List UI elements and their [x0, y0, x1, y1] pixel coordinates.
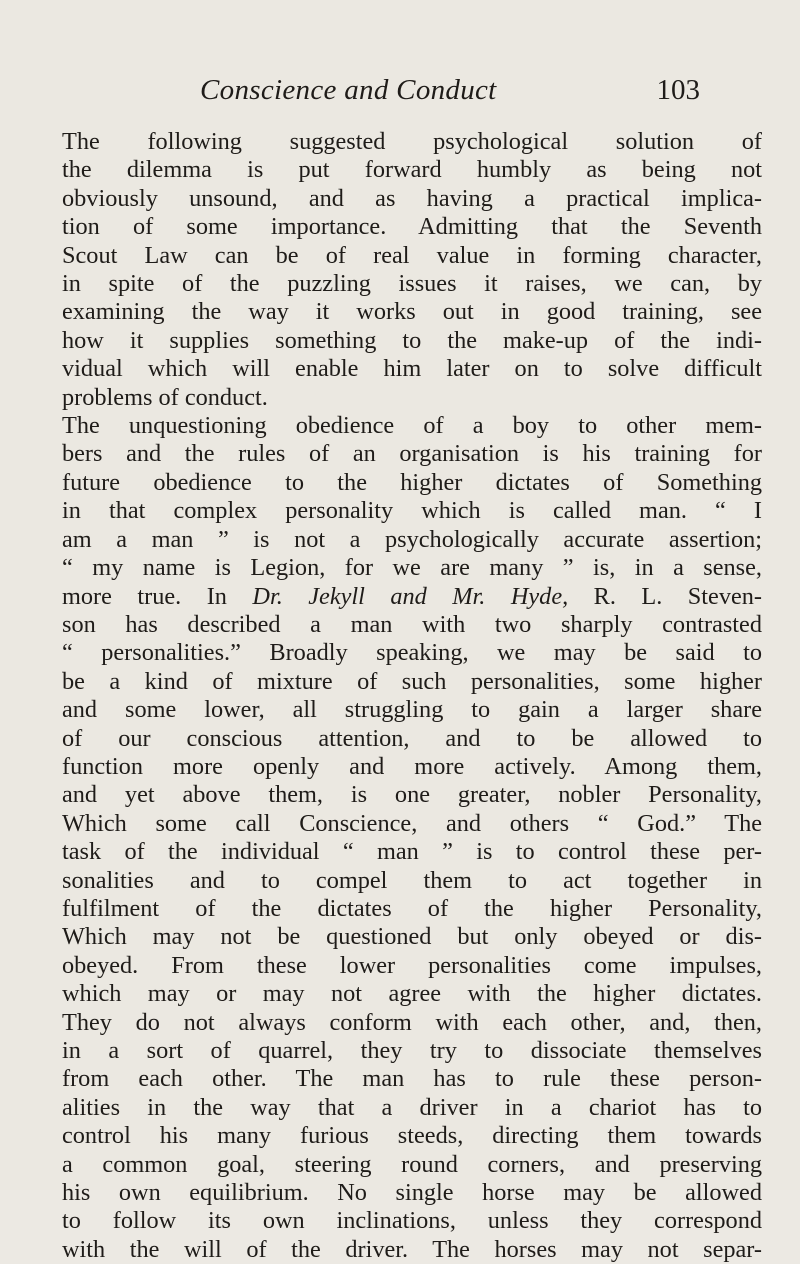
body-line-32: They do not always conform with each other, and, then,: [62, 1008, 762, 1036]
body-line-40: with the will of the driver. The horses may not separ-: [62, 1235, 762, 1263]
body-line-14: in that complex personality which is called man. “ I: [62, 497, 762, 525]
body-line-24: and yet above them, is one greater, nobler Personality,: [62, 781, 762, 809]
body-line-6: in spite of the puzzling issues it raises, we can, by: [62, 270, 762, 298]
body-line-33: in a sort of quarrel, they try to dissociate themselves: [62, 1037, 762, 1064]
body-line-2: the dilemma is put forward humbly as being not: [62, 156, 762, 184]
body-line-23: function more openly and more actively. Among them,: [62, 752, 762, 780]
book-title-reference: Dr. Jekyll and Mr. Hyde,: [252, 582, 569, 610]
body-line-19: “ personalities.” Broadly speaking, we may be said to: [62, 639, 762, 667]
body-line-26: task of the individual “ man ” is to control these per-: [62, 838, 762, 866]
body-line-28: fulfilment of the dictates of the higher Personality,: [62, 894, 762, 922]
body-line-39: to follow its own inclinations, unless they correspond: [62, 1207, 762, 1235]
body-line-8: how it supplies something to the make-up of the indi-: [62, 326, 762, 354]
running-head: [200, 74, 700, 114]
body-line-34: from each other. The man has to rule these person-: [62, 1065, 762, 1093]
body-line-15: am a man ” is not a psychologically accurate assertion;: [62, 525, 762, 553]
body-line-22: of our conscious attention, and to be allowed to: [62, 724, 762, 752]
body-line-13: future obedience to the higher dictates of Something: [62, 468, 762, 496]
body-text: [62, 128, 762, 1264]
body-line-38: his own equilibrium. No single horse may be allowed: [62, 1179, 762, 1207]
body-line-31: which may or may not agree with the higher dictates.: [62, 980, 762, 1008]
body-line-37: a common goal, steering round corners, and preserving: [62, 1150, 762, 1178]
body-line-21: and some lower, all struggling to gain a larger share: [62, 696, 762, 724]
body-line-17: [62, 583, 762, 611]
body-line-27: sonalities and to compel them to act together in: [62, 866, 762, 894]
body-line-25: Which some call Conscience, and others “ God.” The: [62, 809, 762, 837]
body-line-30: obeyed. From these lower personalities come impulses,: [62, 951, 762, 979]
body-line-9: vidual which will enable him later on to solve difficult: [62, 355, 762, 383]
body-line-5: Scout Law can be of real value in forming character,: [62, 241, 762, 269]
body-line-16: “ my name is Legion, for we are many ” is, in a sense,: [62, 554, 762, 582]
body-line-36: control his many furious steeds, directing them towards: [62, 1122, 762, 1150]
body-line-1: The following suggested psychological solution of: [62, 128, 762, 155]
body-line-17-end: R. L. Steven-: [568, 582, 763, 610]
body-line-12: bers and the rules of an organisation is his training for: [62, 440, 762, 468]
page-number: 103: [656, 74, 700, 106]
body-line-4: tion of some importance. Admitting that the Seventh: [62, 213, 762, 241]
running-title: Conscience and Conduct: [200, 74, 497, 106]
body-line-35: alities in the way that a driver in a chariot has to: [62, 1093, 762, 1121]
body-line-17-start: more true. In: [62, 582, 253, 610]
body-line-11: The unquestioning obedience of a boy to other mem-: [62, 412, 762, 440]
body-line-7: examining the way it works out in good training, see: [62, 298, 762, 326]
body-line-10: problems of conduct.: [62, 383, 268, 411]
body-line-29: Which may not be questioned but only obeyed or dis-: [62, 923, 762, 951]
body-line-20: be a kind of mixture of such personalities, some higher: [62, 667, 762, 695]
body-line-18: son has described a man with two sharply contrasted: [62, 610, 762, 638]
body-line-3: obviously unsound, and as having a practical implica-: [62, 184, 762, 212]
